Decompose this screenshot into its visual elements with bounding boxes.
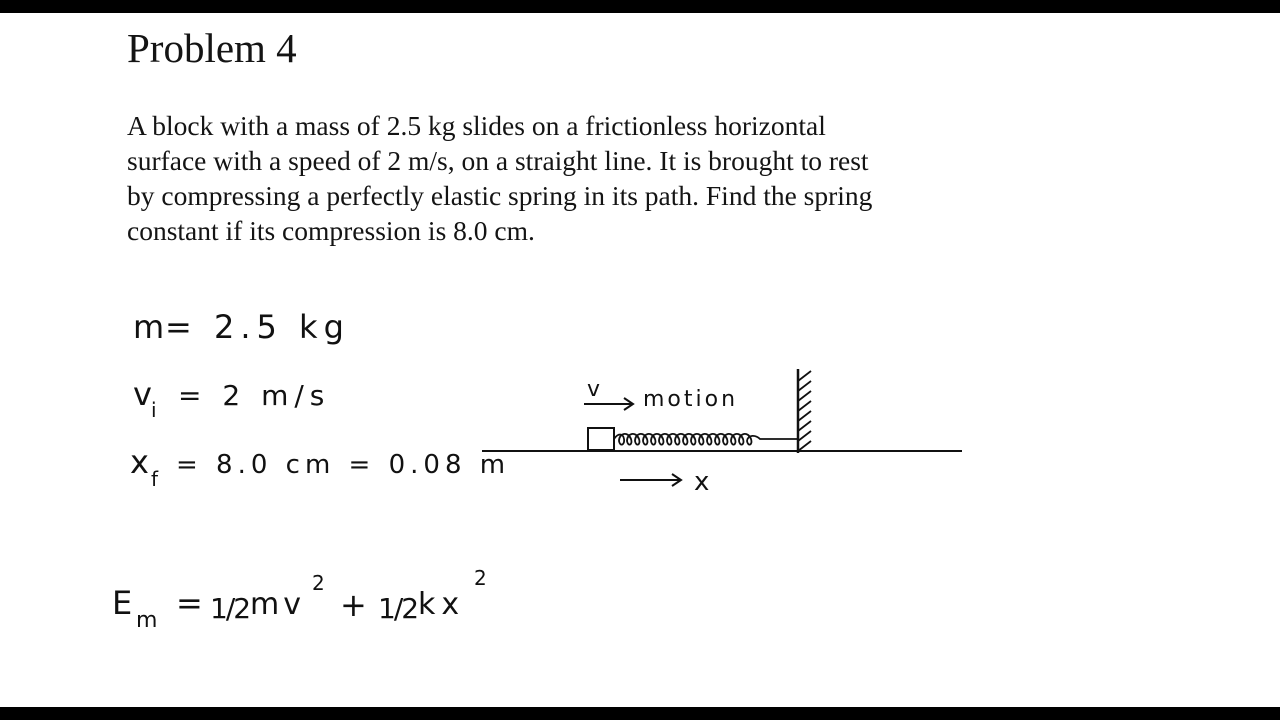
velocity-subscript: i <box>151 398 157 422</box>
mass-value: = 2.5 kg <box>165 308 350 346</box>
motion-label: motion <box>643 387 739 412</box>
term-mv: mv <box>250 587 305 622</box>
energy-equation <box>112 566 487 633</box>
velocity-label: v <box>587 377 601 402</box>
mass-symbol: m <box>133 308 165 346</box>
problem-line: surface with a speed of 2 m/s, on a straight line. It is brought to rest <box>127 145 869 176</box>
spring <box>614 434 798 445</box>
handwritten-notes <box>0 13 1280 707</box>
term-kx: kx <box>418 587 466 622</box>
slide <box>0 13 1280 707</box>
given-mass <box>133 308 350 346</box>
equals-sign: = <box>176 584 203 622</box>
slide-title: Problem 4 <box>127 25 297 71</box>
x-axis-label: x <box>694 467 710 497</box>
compression-symbol: x <box>130 443 149 481</box>
compression-value: = 8.0 cm = 0.08 m <box>176 450 511 480</box>
wall-hatching <box>798 371 811 451</box>
block <box>588 428 614 450</box>
spring-diagram <box>482 369 962 497</box>
energy-subscript: m <box>136 608 158 633</box>
problem-line: by compressing a perfectly elastic spring in its path. Find the spring <box>127 180 873 211</box>
plus-sign: + <box>340 586 367 624</box>
given-velocity <box>133 375 330 422</box>
exponent: 2 <box>474 566 487 590</box>
problem-line: A block with a mass of 2.5 kg slides on a frictionless horizontal <box>127 110 826 141</box>
velocity-value: = 2 m/s <box>178 379 331 412</box>
problem-line: constant if its compression is 8.0 cm. <box>127 215 535 246</box>
half-fraction: 1/2 <box>210 592 250 625</box>
energy-symbol: E <box>112 584 133 622</box>
compression-subscript: f <box>151 467 159 491</box>
exponent: 2 <box>312 571 325 595</box>
half-fraction: 1/2 <box>378 592 418 625</box>
velocity-symbol: v <box>133 375 152 413</box>
given-compression <box>130 443 510 491</box>
